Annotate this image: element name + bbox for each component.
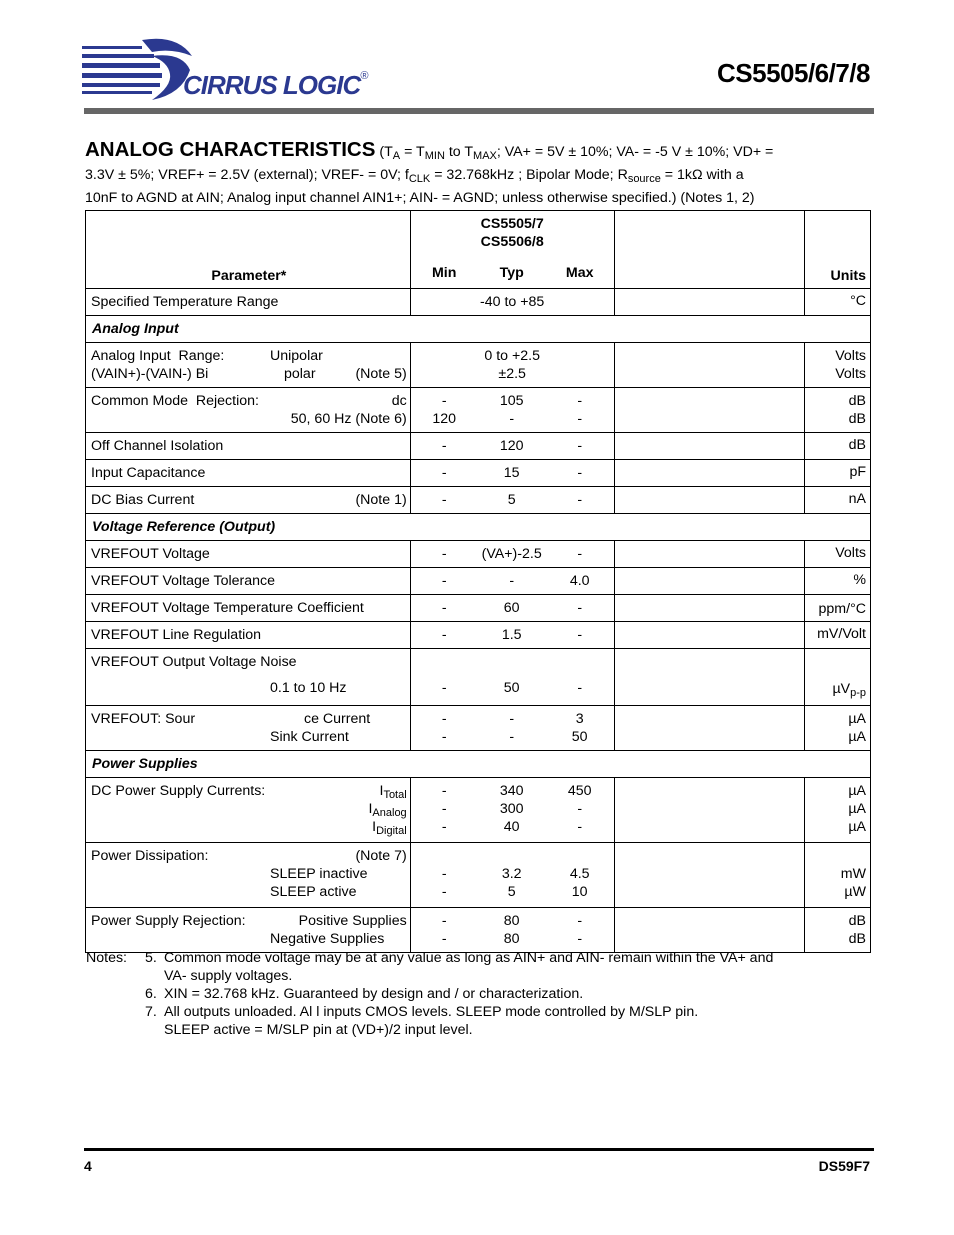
header-typ: Typ [499,265,524,281]
table-row: Power Supply Rejection: Positive Supplies Negative Supplies - 80 - - 80 - dB dB [86,908,871,953]
value: -40 to +85 [480,294,545,310]
table-row: VREFOUT Line Regulation - 1.5 - mV/Volt [86,622,871,649]
table-row: Power Dissipation: (Note 7) SLEEP inactive SLEEP active - 3.2 4.5 - 5 10 mW µW [86,843,871,908]
value: 0 to +2.5 [484,348,540,364]
header-rule [84,108,874,114]
note-7: 7. All outputs unloaded. Al l inputs CMOS levels. SLEEP mode controlled by M/SLP pin. SLEEP active = M/SLP pin at (VD+)/2 input level. [145,1004,699,1038]
section-row [86,514,871,541]
part-number: CS5505/6/7/8 [716,58,870,88]
value: ±2.5 [498,366,526,382]
units: °C [850,293,866,309]
table-row: Analog Input Range: Unipolar (VAIN+)-(VAIN-) Bi polar (Note 5) 0 to +2.5 ±2.5 Volts Volts [86,343,871,388]
note-6: 6. XIN = 32.768 kHz. Guaranteed by design and / or characterization. [145,986,584,1002]
footer-rule [84,1148,874,1151]
table-row: Off Channel Isolation - 120 - dB [86,433,871,460]
header-units: Units [830,268,866,284]
header-min: Min [431,265,457,281]
analog-characteristics-table [85,210,871,953]
table-row: Common Mode Rejection: dc 50, 60 Hz (Note 6) - 105 - 120 - - dB dB [86,388,871,433]
table-row: Input Capacitance - 15 - pF [86,460,871,487]
blank-column [614,211,804,289]
test-conditions: ANALOG CHARACTERISTICS ($T_A = T_{MIN}$ to $T_{MAX}$; VA+ = 5V ± 10%; VA- = -5 V ± 10%; VD+ = 3.3V ± 5%; VREF+ = 2.5V (external); VREF- = 0V; $f_{CLK} = 32.768kHz$ ; Bipolar Mode; $R_{source} = 1k\Omega$ with a 10nF to AGND at AIN; Analog input channel AIN1+; AIN- = AGND; unless otherwise specified.) (Notes 1, 2) [85,138,774,206]
table-row: VREFOUT Voltage Tolerance - - 4.0 % [86,568,871,595]
header-group-2: CS5506/8 [480,234,544,250]
section-label: Analog Input [86,316,871,343]
note-5: Notes: 5. Common mode voltage may be at any value as long as AIN+ and AIN- remain within the VA+ and VA- supply voltages. [86,950,774,984]
table-header-row [86,211,871,289]
section-label: Power Supplies [86,751,871,778]
table-row: VREFOUT Voltage - (VA+)-2.5 - Volts [86,541,871,568]
section-label: Voltage Reference (Output) [86,514,871,541]
table-row [86,289,871,316]
table-row: VREFOUT Output Voltage Noise 0.1 to 10 Hz - 50 - µV$_{p-p}$ [86,649,871,706]
param-label: Specified Temperature Range [91,294,279,310]
header-parameter: Parameter* [211,268,287,284]
page-number: 4 [84,1158,92,1174]
table-row: DC Bias Current (Note 1) - 5 - nA [86,487,871,514]
document-code: DS59F7 [818,1158,870,1174]
table-row: VREFOUT: Sour ce Current Sink Current - - 3 - - 50 µA µA [86,706,871,751]
notes [86,949,866,1039]
header-group-1: CS5505/7 [480,216,544,232]
section-row [86,316,871,343]
table-row: VREFOUT Voltage Temperature Coefficient - 60 - ppm/°C [86,595,871,622]
header-max: Max [565,265,594,281]
table-row: DC Power Supply Currents: $I_{Total}$ $I_{Analog}$ $I_{Digital}$ - 340 450 - 300 - - 40 - µA µA µA [86,778,871,843]
logo-wordmark: CIRRUS LOGIC® [183,70,368,100]
section-title: ANALOG CHARACTERISTICS [85,138,376,161]
section-row [86,751,871,778]
